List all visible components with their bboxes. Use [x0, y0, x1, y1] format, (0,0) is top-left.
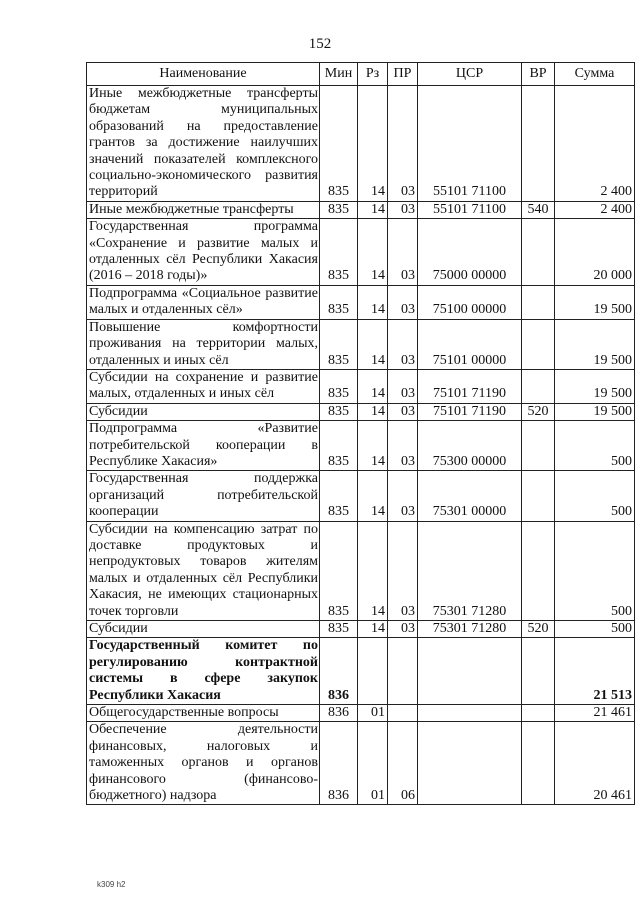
cell-rz: 14	[358, 201, 388, 218]
cell-csr: 55101 71100	[418, 86, 522, 202]
cell-csr: 75100 00000	[418, 285, 522, 319]
header-vr: ВР	[522, 63, 555, 86]
header-sum: Сумма	[555, 63, 635, 86]
budget-table	[86, 62, 635, 805]
cell-min: 835	[320, 369, 358, 403]
cell-csr: 75300 00000	[418, 421, 522, 471]
cell-pr: 06	[388, 722, 418, 805]
cell-rz: 14	[358, 319, 388, 369]
cell-pr: 03	[388, 285, 418, 319]
cell-csr: 75000 00000	[418, 219, 522, 286]
cell-sum: 20 000	[555, 219, 635, 286]
cell-csr: 75101 71190	[418, 369, 522, 403]
cell-min: 836	[320, 722, 358, 805]
cell-vr	[522, 319, 555, 369]
cell-rz: 14	[358, 369, 388, 403]
cell-csr	[418, 638, 522, 705]
cell-csr	[418, 722, 522, 805]
cell-min: 835	[320, 319, 358, 369]
table-row	[87, 471, 635, 521]
cell-vr: 520	[522, 621, 555, 638]
cell-sum: 2 400	[555, 86, 635, 202]
cell-min: 835	[320, 471, 358, 521]
cell-sum: 19 500	[555, 285, 635, 319]
cell-rz	[358, 638, 388, 705]
table-row	[87, 621, 635, 638]
table-row	[87, 722, 635, 805]
cell-csr: 55101 71100	[418, 201, 522, 218]
cell-pr: 03	[388, 201, 418, 218]
cell-min: 835	[320, 219, 358, 286]
cell-pr: 03	[388, 86, 418, 202]
cell-sum: 19 500	[555, 369, 635, 403]
cell-sum: 21 461	[555, 705, 635, 722]
cell-sum: 20 461	[555, 722, 635, 805]
cell-pr: 03	[388, 219, 418, 286]
cell-name: Иные межбюджетные трансферты	[87, 201, 320, 218]
table-row	[87, 369, 635, 403]
cell-vr	[522, 705, 555, 722]
cell-csr	[418, 705, 522, 722]
table-header-row	[87, 63, 635, 86]
cell-name: Повышение комфортности проживания на территории малых, отдаленных и иных сёл	[87, 319, 320, 369]
cell-rz: 14	[358, 285, 388, 319]
cell-rz: 01	[358, 705, 388, 722]
cell-name: Подпрограмма «Социальное развитие малых и отдаленных сёл»	[87, 285, 320, 319]
cell-min: 835	[320, 421, 358, 471]
cell-name: Субсидии	[87, 621, 320, 638]
cell-rz: 14	[358, 403, 388, 420]
cell-rz: 14	[358, 219, 388, 286]
cell-vr	[522, 722, 555, 805]
cell-sum: 500	[555, 621, 635, 638]
cell-rz: 14	[358, 421, 388, 471]
cell-sum: 19 500	[555, 403, 635, 420]
cell-vr	[522, 421, 555, 471]
cell-name: Субсидии на компенсацию затрат по доставке продуктовых и непродуктовых товаров жителям малых и отдаленных сёл Республики Хакасия, не имеющих стационарных точек торговли	[87, 521, 320, 620]
table-row	[87, 201, 635, 218]
cell-rz: 14	[358, 521, 388, 620]
cell-min: 835	[320, 86, 358, 202]
cell-name: Государственный комитет по регулированию контрактной системы в сфере закупок Республики Хакасия	[87, 638, 320, 705]
cell-csr: 75301 00000	[418, 471, 522, 521]
header-rz: Рз	[358, 63, 388, 86]
table-row	[87, 638, 635, 705]
cell-vr	[522, 369, 555, 403]
header-min: Мин	[320, 63, 358, 86]
cell-pr: 03	[388, 521, 418, 620]
cell-pr	[388, 705, 418, 722]
cell-vr	[522, 521, 555, 620]
cell-sum: 19 500	[555, 319, 635, 369]
cell-csr: 75101 00000	[418, 319, 522, 369]
table-row	[87, 705, 635, 722]
cell-name: Субсидии	[87, 403, 320, 420]
cell-rz: 01	[358, 722, 388, 805]
table-body	[87, 86, 635, 805]
cell-pr	[388, 638, 418, 705]
cell-name: Субсидии на сохранение и развитие малых, отдаленных и иных сёл	[87, 369, 320, 403]
cell-pr: 03	[388, 403, 418, 420]
page-number: 152	[308, 36, 332, 52]
cell-min: 836	[320, 638, 358, 705]
cell-pr: 03	[388, 319, 418, 369]
cell-pr: 03	[388, 421, 418, 471]
cell-rz: 14	[358, 471, 388, 521]
cell-pr: 03	[388, 621, 418, 638]
cell-csr: 75301 71280	[418, 521, 522, 620]
cell-pr: 03	[388, 369, 418, 403]
cell-name: Обеспечение деятельности финансовых, налоговых и таможенных органов и органов финансового (финансово-бюджетного) надзора	[87, 722, 320, 805]
cell-rz: 14	[358, 621, 388, 638]
cell-sum: 500	[555, 521, 635, 620]
cell-sum: 2 400	[555, 201, 635, 218]
table-row	[87, 319, 635, 369]
footer-code: k309 h2	[97, 880, 126, 889]
table-row	[87, 86, 635, 202]
cell-min: 835	[320, 403, 358, 420]
cell-vr	[522, 86, 555, 202]
cell-csr: 75301 71280	[418, 621, 522, 638]
header-csr: ЦСР	[418, 63, 522, 86]
cell-pr: 03	[388, 471, 418, 521]
cell-min: 835	[320, 621, 358, 638]
cell-vr	[522, 285, 555, 319]
cell-name: Иные межбюджетные трансферты бюджетам муниципальных образований на предоставление грантов за достижение наилучших значений показателей комплексного социально-экономического развития территорий	[87, 86, 320, 202]
cell-min: 836	[320, 705, 358, 722]
table-row	[87, 285, 635, 319]
header-name: Наименование	[87, 63, 320, 86]
cell-name: Государственная поддержка организаций потребительской кооперации	[87, 471, 320, 521]
cell-min: 835	[320, 521, 358, 620]
cell-vr	[522, 471, 555, 521]
table-row	[87, 421, 635, 471]
table-row	[87, 403, 635, 420]
cell-vr: 520	[522, 403, 555, 420]
cell-rz: 14	[358, 86, 388, 202]
cell-vr	[522, 638, 555, 705]
cell-sum: 21 513	[555, 638, 635, 705]
cell-min: 835	[320, 201, 358, 218]
cell-name: Государственная программа «Сохранение и развитие малых и отдаленных сёл Республики Хакасия (2016 – 2018 годы)»	[87, 219, 320, 286]
cell-name: Подпрограмма «Развитие потребительской кооперации в Республике Хакасия»	[87, 421, 320, 471]
table-row	[87, 219, 635, 286]
header-pr: ПР	[388, 63, 418, 86]
cell-vr	[522, 219, 555, 286]
cell-csr: 75101 71190	[418, 403, 522, 420]
cell-name: Общегосударственные вопросы	[87, 705, 320, 722]
cell-sum: 500	[555, 421, 635, 471]
cell-min: 835	[320, 285, 358, 319]
cell-sum: 500	[555, 471, 635, 521]
table-row	[87, 521, 635, 620]
cell-vr: 540	[522, 201, 555, 218]
